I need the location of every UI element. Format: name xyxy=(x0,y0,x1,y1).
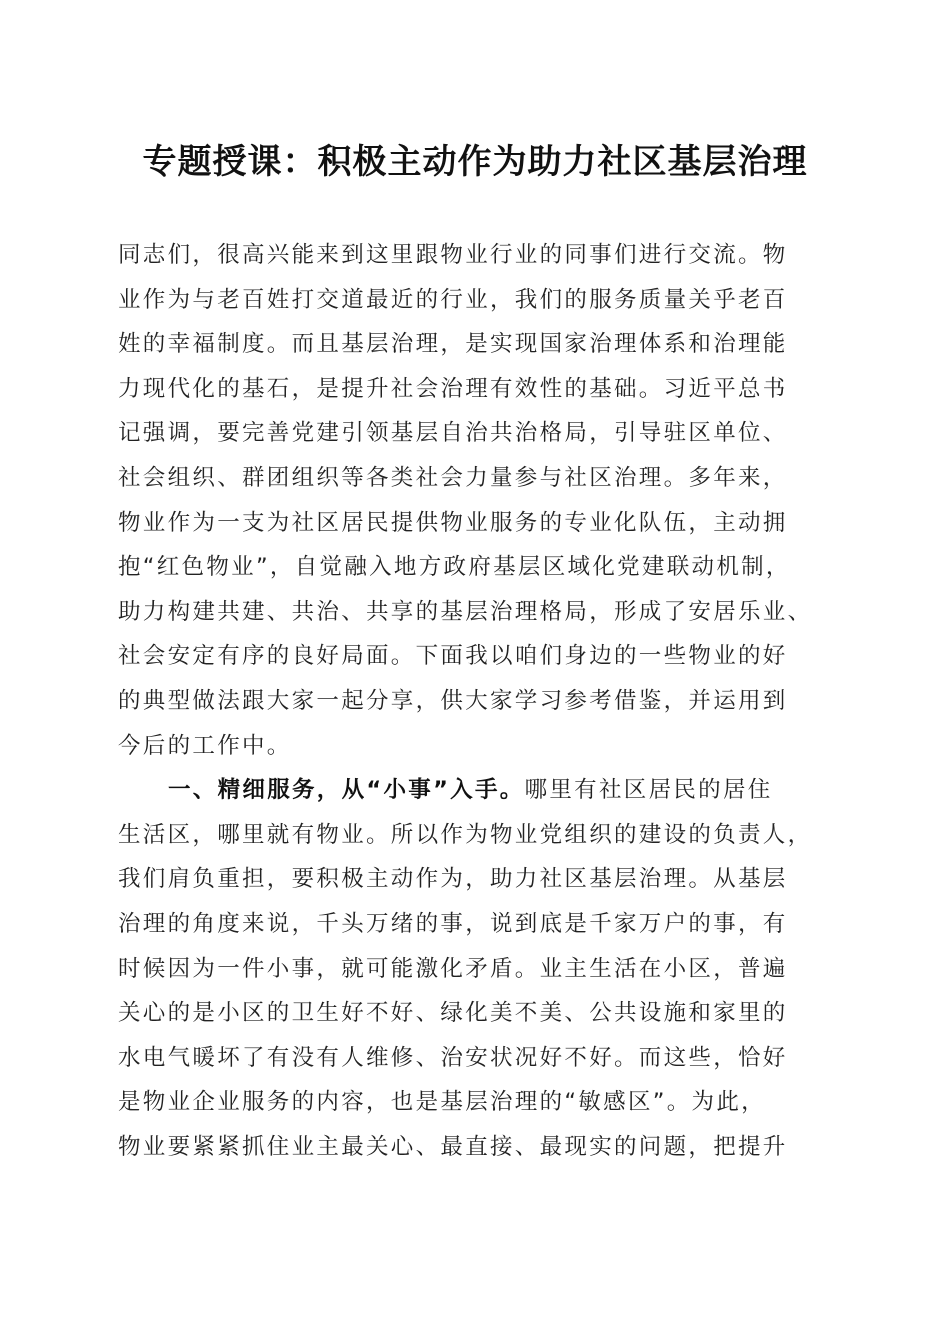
text-line: 今后的工作中。 xyxy=(118,732,292,759)
text-line: 关心的是小区的卫生好不好、绿化美不美、公共设施和家里的 xyxy=(118,1000,788,1027)
text-line: 我们肩负重担，要积极主动作为，助力社区基层治理。从基层 xyxy=(118,866,788,893)
text-line: 社会安定有序的良好局面。下面我以咱们身边的一些物业的好 xyxy=(118,643,788,670)
text-line: 水电气暖坏了有没有人维修、治安状况好不好。而这些，恰好 xyxy=(118,1044,788,1071)
paragraph-intro xyxy=(118,233,834,768)
text-line: 抱“红色物业”，自觉融入地方政府基层区域化党建联动机制， xyxy=(118,554,791,581)
text-line: 物业要紧紧抓住业主最关心、最直接、最现实的问题，把提升 xyxy=(118,1133,788,1160)
text-line: 业作为与老百姓打交道最近的行业，我们的服务质量关乎老百 xyxy=(118,286,788,313)
text-line: 力现代化的基石，是提升社会治理有效性的基础。习近平总书 xyxy=(118,375,788,402)
paragraph-section-one xyxy=(118,768,834,1169)
section-first-line-text: 哪里有社区居民的居住 xyxy=(524,777,773,804)
text-line: 社会组织、群团组织等各类社会力量参与社区治理。多年来， xyxy=(118,464,788,491)
section-first-line xyxy=(118,768,834,813)
text-line: 记强调，要完善党建引领基层自治共治格局，引导驻区单位、 xyxy=(118,420,788,447)
text-line: 同志们，很高兴能来到这里跟物业行业的同事们进行交流。物 xyxy=(118,242,788,268)
document-body xyxy=(118,233,834,1169)
section-heading: 一、精细服务，从“小事”入手。 xyxy=(168,777,525,804)
text-line: 助力构建共建、共治、共享的基层治理格局，形成了安居乐业、 xyxy=(118,598,813,625)
text-line: 时候因为一件小事，就可能激化矛盾。业主生活在小区，普遍 xyxy=(118,955,788,982)
text-line: 治理的角度来说，千头万绪的事，说到底是千家万户的事，有 xyxy=(118,910,788,937)
text-line: 姓的幸福制度。而且基层治理，是实现国家治理体系和治理能 xyxy=(118,331,788,358)
text-line: 的典型做法跟大家一起分享，供大家学习参考借鉴，并运用到 xyxy=(118,687,788,714)
text-line: 是物业企业服务的内容，也是基层治理的“敏感区”。为此， xyxy=(118,1089,766,1116)
document-title: 专题授课：积极主动作为助力社区基层治理 xyxy=(142,142,808,182)
text-line: 物业作为一支为社区居民提供物业服务的专业化队伍，主动拥 xyxy=(118,509,788,536)
text-line: 生活区，哪里就有物业。所以作为物业党组织的建设的负责人， xyxy=(118,821,813,848)
